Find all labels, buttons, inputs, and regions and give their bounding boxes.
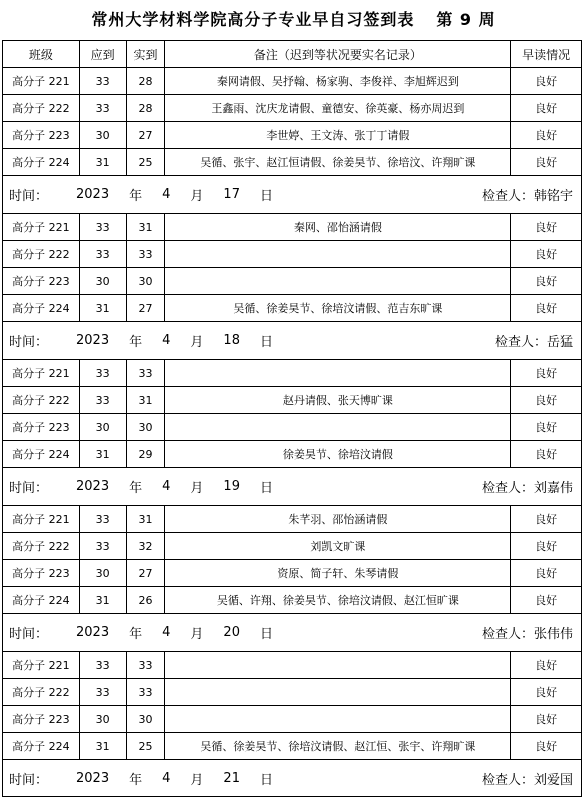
expected-cell: 33 (80, 214, 127, 240)
header-note: 备注（迟到等状况要实名记录） (165, 41, 511, 67)
class-cell: 高分子 222 (3, 533, 80, 559)
present-cell: 33 (127, 360, 166, 386)
status-cell: 良好 (535, 394, 558, 407)
note-cell: 赵丹请假、张天博旷课 (165, 387, 511, 413)
table-row (3, 213, 581, 240)
class-cell: 高分子 221 (3, 360, 80, 386)
day-value: 18 (223, 333, 240, 348)
table-row (3, 586, 581, 613)
month-unit: 月 (190, 627, 204, 642)
time-row (3, 175, 581, 213)
status-cell: 良好 (535, 594, 558, 607)
expected-cell: 33 (80, 652, 127, 678)
status-cell: 良好 (535, 367, 558, 380)
status-cell: 良好 (535, 421, 558, 434)
table-row (3, 359, 581, 386)
present-cell: 30 (127, 414, 166, 440)
class-cell: 高分子 222 (3, 387, 80, 413)
class-cell: 高分子 222 (3, 241, 80, 267)
table-row (3, 240, 581, 267)
note-cell (165, 414, 511, 440)
present-cell: 30 (127, 268, 166, 294)
table-row (3, 267, 581, 294)
note-cell: 李世婷、王文涛、张丁丁请假 (165, 122, 511, 148)
expected-cell: 30 (80, 560, 127, 586)
table-header (3, 40, 581, 67)
month-unit: 月 (190, 335, 204, 350)
present-cell: 33 (127, 241, 166, 267)
year-value: 2023 (76, 770, 110, 786)
present-cell: 31 (127, 387, 166, 413)
status-cell: 良好 (535, 275, 558, 288)
status-cell: 良好 (535, 713, 558, 726)
header-status: 早读情况 (522, 47, 571, 62)
table-row (3, 94, 581, 121)
note-cell: 吴循、张宇、赵江恒请假、徐姜昊节、徐培汶、许翔旷课 (165, 149, 511, 175)
note-cell: 秦网请假、吴抒翰、杨家驹、李俊祥、李旭辉迟到 (165, 68, 511, 94)
table-row (3, 294, 581, 321)
class-cell: 高分子 221 (3, 68, 80, 94)
year-value: 2023 (76, 479, 110, 494)
present-cell: 25 (127, 149, 166, 175)
present-cell: 32 (127, 533, 166, 559)
inspector-name: 岳猛 (546, 335, 573, 350)
expected-cell: 30 (80, 268, 127, 294)
inspector (482, 176, 573, 213)
present-cell: 27 (127, 295, 166, 321)
present-cell: 31 (127, 214, 166, 240)
class-cell: 高分子 221 (3, 652, 80, 678)
expected-cell: 33 (80, 679, 127, 705)
expected-cell: 31 (80, 587, 127, 613)
status-cell: 良好 (535, 686, 558, 699)
status-cell: 良好 (535, 102, 558, 115)
status-cell: 良好 (535, 513, 558, 526)
year-unit: 年 (129, 627, 143, 642)
inspector-name: 韩铭宇 (533, 189, 573, 204)
expected-cell: 33 (80, 387, 127, 413)
expected-cell: 33 (80, 68, 127, 94)
class-cell: 高分子 223 (3, 560, 80, 586)
year-unit: 年 (129, 772, 143, 788)
note-cell (165, 706, 511, 732)
inspector-name: 张伟伟 (533, 627, 573, 642)
header-expected: 应到 (80, 41, 127, 67)
expected-cell: 30 (80, 414, 127, 440)
table-row (3, 559, 581, 586)
present-cell: 27 (127, 560, 166, 586)
table-row (3, 651, 581, 678)
month-value: 4 (162, 770, 171, 786)
present-cell: 31 (127, 506, 166, 532)
expected-cell: 33 (80, 360, 127, 386)
class-cell: 高分子 223 (3, 414, 80, 440)
time-label: 时间： (9, 481, 49, 496)
inspector (495, 322, 573, 359)
time-label: 时间： (9, 335, 49, 350)
table-row (3, 121, 581, 148)
class-cell: 高分子 221 (3, 506, 80, 532)
day-value: 20 (223, 625, 240, 640)
class-cell: 高分子 224 (3, 587, 80, 613)
present-cell: 26 (127, 587, 166, 613)
note-cell: 刘凯文旷课 (165, 533, 511, 559)
note-cell: 秦网、邵怡涵请假 (165, 214, 511, 240)
class-cell: 高分子 223 (3, 706, 80, 732)
year-value: 2023 (76, 625, 110, 640)
status-cell: 良好 (535, 156, 558, 169)
table-row (3, 413, 581, 440)
day-unit: 日 (259, 481, 273, 496)
inspector (482, 760, 573, 796)
year-unit: 年 (129, 481, 143, 496)
class-cell: 高分子 222 (3, 679, 80, 705)
note-cell: 吴循、许翔、徐姜昊节、徐培汶请假、赵江恒旷课 (165, 587, 511, 613)
time-label: 时间： (9, 189, 49, 204)
table-row (3, 732, 581, 759)
table-row (3, 678, 581, 705)
expected-cell: 33 (80, 241, 127, 267)
inspector (482, 614, 573, 651)
time-label: 时间： (9, 627, 49, 642)
month-unit: 月 (190, 481, 204, 496)
table-row (3, 386, 581, 413)
status-cell: 良好 (535, 448, 558, 461)
status-cell: 良好 (535, 302, 558, 315)
time-row (3, 467, 581, 505)
note-cell (165, 268, 511, 294)
class-cell: 高分子 223 (3, 122, 80, 148)
table-row (3, 148, 581, 175)
inspector-name: 刘嘉伟 (533, 481, 573, 496)
present-cell: 28 (127, 68, 166, 94)
year-value: 2023 (76, 187, 110, 202)
expected-cell: 33 (80, 506, 127, 532)
class-cell: 高分子 222 (3, 95, 80, 121)
inspector (482, 468, 573, 505)
inspector-label: 检查人： (481, 772, 534, 788)
present-cell: 33 (127, 679, 166, 705)
status-cell: 良好 (535, 567, 558, 580)
time-row (3, 613, 581, 651)
sheet-title: 常州大学材料学院高分子专业早自习签到表 (91, 10, 415, 29)
present-cell: 29 (127, 441, 166, 467)
class-cell: 高分子 224 (3, 149, 80, 175)
note-cell (165, 241, 511, 267)
present-cell: 28 (127, 95, 166, 121)
table-row (3, 705, 581, 732)
day-value: 19 (223, 479, 240, 494)
time-row (3, 759, 581, 797)
expected-cell: 30 (80, 122, 127, 148)
year-unit: 年 (129, 189, 143, 204)
present-cell: 30 (127, 706, 166, 732)
table-row (3, 532, 581, 559)
month-value: 4 (162, 479, 171, 494)
expected-cell: 33 (80, 95, 127, 121)
time-label: 时间： (9, 772, 49, 788)
status-cell: 良好 (535, 659, 558, 672)
expected-cell: 30 (80, 706, 127, 732)
month-unit: 月 (190, 189, 204, 204)
present-cell: 27 (127, 122, 166, 148)
note-cell: 徐姜昊节、徐培汶请假 (165, 441, 511, 467)
month-value: 4 (162, 625, 171, 640)
note-cell (165, 679, 511, 705)
expected-cell: 31 (80, 149, 127, 175)
signin-table (2, 40, 582, 797)
status-cell: 良好 (535, 221, 558, 234)
expected-cell: 31 (80, 295, 127, 321)
day-value: 21 (223, 770, 240, 786)
note-cell: 吴循、徐姜昊节、徐培汶请假、范吉东旷课 (165, 295, 511, 321)
table-row (3, 67, 581, 94)
inspector-label: 检查人： (481, 189, 534, 204)
class-cell: 高分子 224 (3, 441, 80, 467)
note-cell: 朱芊羽、邵怡涵请假 (165, 506, 511, 532)
status-cell: 良好 (535, 740, 558, 753)
week-label: 第 9 周 (436, 10, 496, 29)
class-cell: 高分子 221 (3, 214, 80, 240)
year-unit: 年 (129, 335, 143, 350)
inspector-label: 检查人： (481, 481, 534, 496)
day-unit: 日 (259, 335, 273, 350)
expected-cell: 31 (80, 733, 127, 759)
month-value: 4 (162, 333, 171, 348)
status-cell: 良好 (535, 75, 558, 88)
note-cell (165, 360, 511, 386)
class-cell: 高分子 224 (3, 733, 80, 759)
inspector-label: 检查人： (494, 335, 547, 350)
present-cell: 33 (127, 652, 166, 678)
day-value: 17 (223, 187, 240, 202)
status-cell: 良好 (535, 129, 558, 142)
month-unit: 月 (190, 772, 204, 788)
page-title (0, 0, 587, 40)
status-cell: 良好 (535, 540, 558, 553)
expected-cell: 31 (80, 441, 127, 467)
note-cell (165, 652, 511, 678)
note-cell: 王鑫雨、沈庆龙请假、童德安、徐英豪、杨亦周迟到 (165, 95, 511, 121)
day-unit: 日 (259, 772, 273, 788)
table-row (3, 505, 581, 532)
class-cell: 高分子 224 (3, 295, 80, 321)
status-cell: 良好 (535, 248, 558, 261)
month-value: 4 (162, 187, 171, 202)
present-cell: 25 (127, 733, 166, 759)
inspector-name: 刘爱国 (533, 772, 573, 788)
day-unit: 日 (259, 627, 273, 642)
expected-cell: 33 (80, 533, 127, 559)
note-cell: 吴循、徐姜昊节、徐培汶请假、赵江恒、张宇、许翔旷课 (165, 733, 511, 759)
header-present: 实到 (127, 41, 166, 67)
class-cell: 高分子 223 (3, 268, 80, 294)
inspector-label: 检查人： (481, 627, 534, 642)
time-row (3, 321, 581, 359)
header-class: 班级 (3, 41, 80, 67)
day-unit: 日 (259, 189, 273, 204)
note-cell: 资原、简子轩、朱琴请假 (165, 560, 511, 586)
year-value: 2023 (76, 333, 110, 348)
table-row (3, 440, 581, 467)
